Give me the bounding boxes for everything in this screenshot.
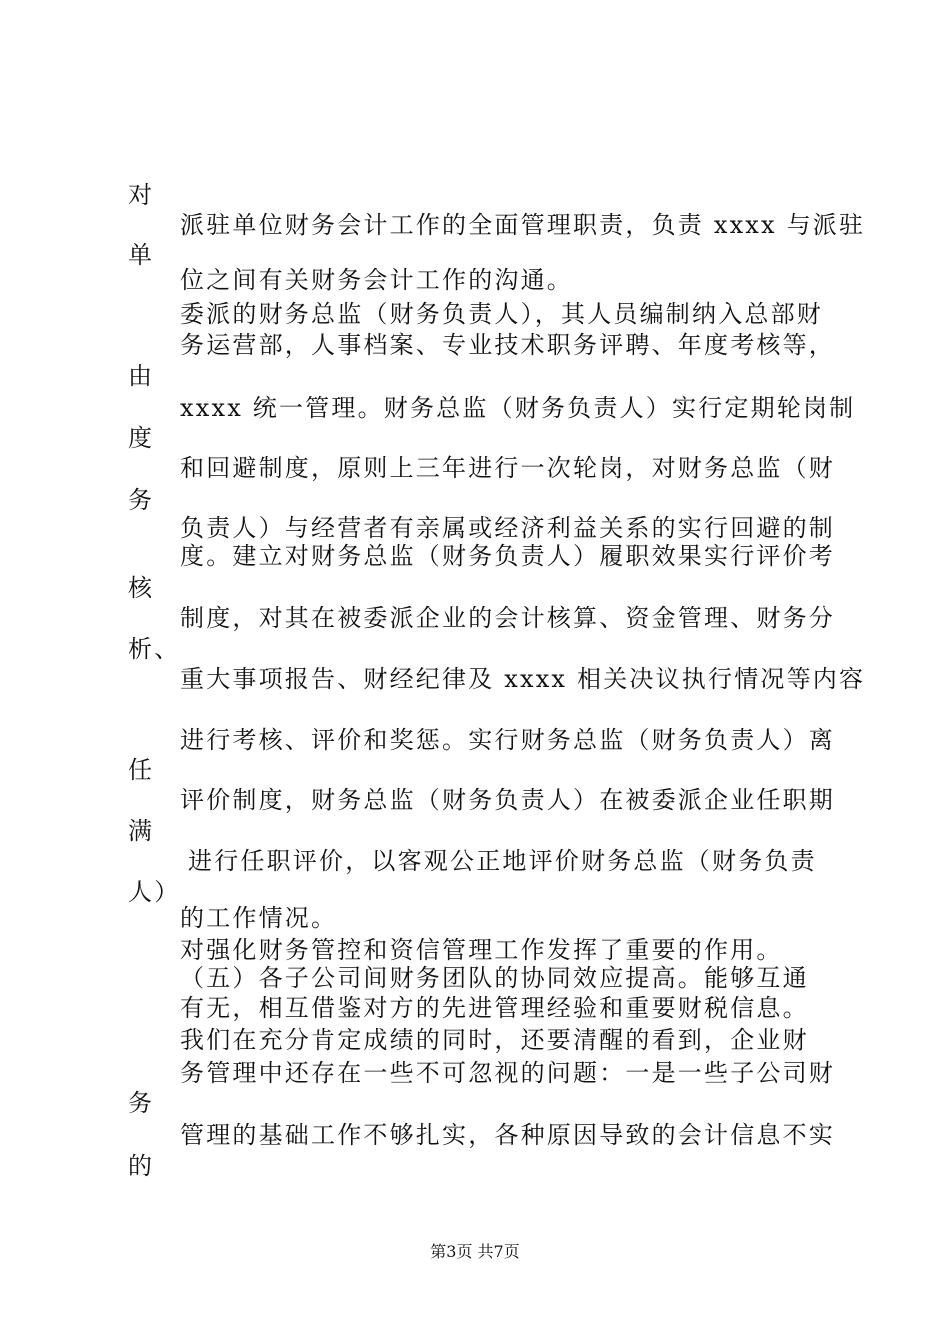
text-line: 度 bbox=[128, 424, 155, 452]
text-line: 有无，相互借鉴对方的先进管理经验和重要财税信息。 bbox=[180, 994, 809, 1022]
text-line: 务 bbox=[128, 1089, 155, 1117]
text-line: 委派的财务总监（财务负责人），其人员编制纳入总部财 bbox=[180, 300, 823, 328]
text-line: （五）各子公司间财务团队的协同效应提高。能够互通 bbox=[180, 964, 809, 992]
text-line: 派驻单位财务会计工作的全面管理职责，负责 xxxx 与派驻 bbox=[180, 211, 866, 239]
text-line: 和回避制度，原则上三年进行一次轮岗，对财务总监（财 bbox=[180, 454, 835, 482]
text-line: 析、 bbox=[128, 635, 181, 663]
text-line: 我们在充分肯定成绩的同时，还要清醒的看到，企业财 bbox=[180, 1026, 809, 1054]
text-line: 人） bbox=[128, 878, 181, 906]
text-line: 管理的基础工作不够扎实，各种原因导致的会计信息不实 bbox=[180, 1121, 835, 1149]
text-line: 评价制度，财务总监（财务负责人）在被委派企业任职期 bbox=[180, 786, 835, 814]
text-line: 务 bbox=[128, 486, 155, 514]
text-line: 的工作情况。 bbox=[180, 904, 338, 932]
text-line: 对强化财务管控和资信管理工作发挥了重要的作用。 bbox=[180, 936, 783, 964]
text-line: 对 bbox=[128, 181, 155, 209]
text-line: 进行任职评价，以客观公正地评价财务总监（财务负责 bbox=[188, 847, 817, 875]
page-number-footer: 第3页 共7页 bbox=[430, 1242, 520, 1261]
text-line: 位之间有关财务会计工作的沟通。 bbox=[180, 266, 573, 294]
text-line: 重大事项报告、财经纪律及 xxxx 相关决议执行情况等内容 bbox=[180, 665, 866, 693]
text-line: xxxx 统一管理。财务总监（财务负责人）实行定期轮岗制 bbox=[180, 394, 856, 422]
text-line: 制度，对其在被委派企业的会计核算、资金管理、财务分 bbox=[180, 604, 835, 632]
text-line: 核 bbox=[128, 574, 155, 602]
text-line: 由 bbox=[128, 362, 155, 390]
text-line: 任 bbox=[128, 756, 155, 784]
text-line: 满 bbox=[128, 817, 155, 845]
text-line: 单 bbox=[128, 241, 155, 269]
text-line: 度。建立对财务总监（财务负责人）履职效果实行评价考 bbox=[180, 542, 835, 570]
text-line: 负责人）与经营者有亲属或经济利益关系的实行回避的制 bbox=[180, 514, 835, 542]
text-line: 的 bbox=[128, 1152, 155, 1180]
text-line: 进行考核、评价和奖惩。实行财务总监（财务负责人）离 bbox=[180, 726, 835, 754]
text-line: 务管理中还存在一些不可忽视的问题：一是一些子公司财 bbox=[180, 1059, 835, 1087]
text-line: 务运营部，人事档案、专业技术职务评聘、年度考核等， bbox=[180, 331, 835, 359]
